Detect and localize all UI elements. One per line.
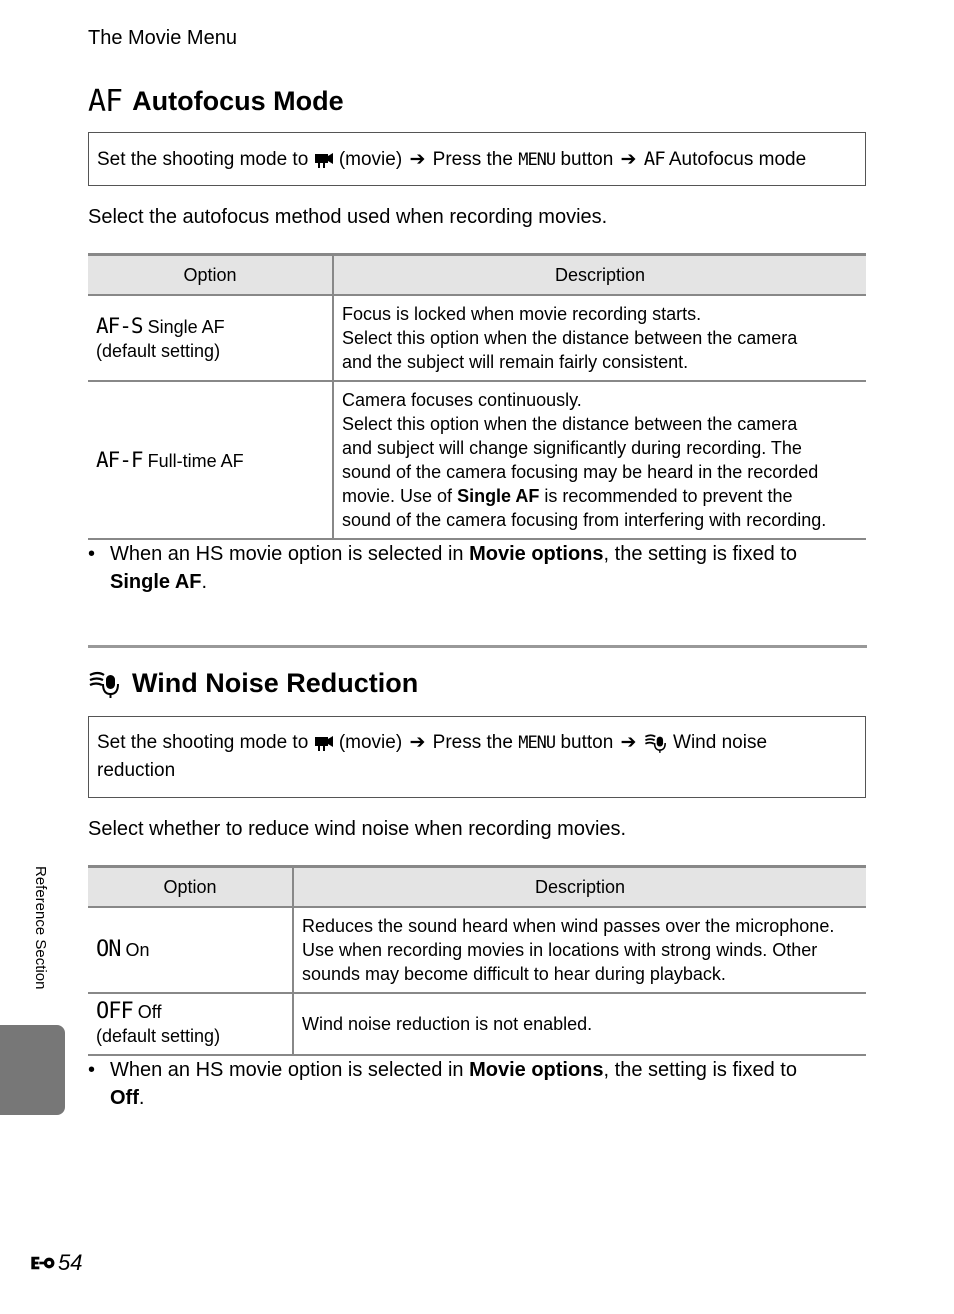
description-line: and subject will change significantly during recording. The — [342, 438, 802, 458]
autofocus-options-table — [88, 253, 866, 540]
nav-text: (movie) — [338, 149, 403, 170]
description-line: sound of the camera focusing may be heard in the recorded — [342, 462, 819, 482]
column-header-option: Option — [88, 867, 293, 908]
text: . — [201, 571, 208, 593]
column-header-description: Description — [293, 867, 866, 908]
section-divider — [88, 645, 867, 648]
option-sublabel: (default setting) — [96, 1026, 221, 1046]
description-line: Camera focuses continuously. — [342, 390, 582, 410]
description-cell — [333, 295, 866, 381]
movie-camera-icon — [314, 151, 334, 169]
text: movie. Use of — [342, 486, 453, 506]
nav-text: Press the — [432, 732, 513, 753]
arrow-right-icon: ➔ — [620, 732, 637, 753]
text: When an HS movie option is selected in — [110, 1059, 464, 1081]
setting-name: Single AF — [457, 486, 540, 506]
wind-noise-title: Wind Noise Reduction — [132, 668, 419, 698]
wind-noise-icon — [644, 732, 668, 754]
af-icon: AF — [643, 148, 665, 170]
option-label: Single AF — [147, 316, 225, 337]
text: . — [138, 1087, 145, 1109]
description-line: Reduces the sound heard when wind passes over the microphone. — [302, 916, 835, 936]
reference-e-icon — [28, 1255, 56, 1271]
setting-name: Single AF — [110, 571, 202, 593]
text: , the setting is fixed to — [603, 1059, 797, 1081]
nav-text: (movie) — [338, 732, 403, 753]
wind-noise-heading — [88, 668, 418, 699]
option-label: Full-time AF — [147, 450, 244, 471]
menu-button-icon: MENU — [518, 733, 556, 753]
nav-text: Set the shooting mode to — [97, 732, 309, 753]
arrow-right-icon: ➔ — [409, 149, 426, 170]
autofocus-note — [88, 540, 868, 596]
description-cell — [333, 381, 866, 539]
nav-text: button — [560, 149, 614, 170]
af-icon: AF — [88, 84, 123, 119]
nav-text: Set the shooting mode to — [97, 149, 309, 170]
page-number — [28, 1250, 82, 1276]
bullet-icon: • — [88, 1059, 96, 1081]
wind-noise-options-table — [88, 865, 866, 1056]
arrow-right-icon: ➔ — [620, 149, 637, 170]
nav-text: Wind noise — [673, 732, 768, 753]
arrow-right-icon: ➔ — [409, 732, 426, 753]
section-header: The Movie Menu — [88, 27, 237, 49]
setting-name: Off — [110, 1087, 139, 1109]
reference-section-tab[interactable] — [0, 1025, 65, 1115]
page-number-value: 54 — [58, 1250, 83, 1275]
column-header-option: Option — [88, 255, 333, 296]
nav-text: Autofocus mode — [668, 149, 807, 170]
table-row — [88, 295, 866, 381]
description-line: sounds may become difficult to hear during playback. — [302, 964, 726, 984]
setting-name: Movie options — [469, 543, 604, 565]
on-icon: ON — [96, 937, 121, 962]
option-cell — [88, 907, 293, 993]
af-s-icon: AF-S — [96, 313, 143, 338]
off-icon: OFF — [96, 999, 133, 1024]
bullet-icon: • — [88, 543, 96, 565]
description-line: Select this option when the distance between the camera — [342, 328, 798, 348]
description-line: sound of the camera focusing from interfering with recording. — [342, 510, 827, 530]
description-line — [342, 484, 858, 508]
wind-noise-icon — [88, 669, 122, 699]
movie-camera-icon — [314, 734, 334, 752]
nav-text: reduction — [97, 760, 176, 781]
text: , the setting is fixed to — [603, 543, 797, 565]
description-line: Focus is locked when movie recording starts. — [342, 304, 702, 324]
description-line: and the subject will remain fairly consistent. — [342, 352, 689, 372]
column-header-description: Description — [333, 255, 866, 296]
wind-noise-intro: Select whether to reduce wind noise when recording movies. — [88, 818, 627, 840]
table-row — [88, 907, 866, 993]
option-label: On — [125, 940, 150, 960]
description-line: Select this option when the distance between the camera — [342, 414, 798, 434]
option-label: Off — [137, 1002, 162, 1022]
table-row — [88, 993, 866, 1055]
wind-noise-menu-path — [88, 716, 866, 798]
text: When an HS movie option is selected in — [110, 543, 464, 565]
menu-button-icon: MENU — [518, 150, 556, 170]
option-cell — [88, 295, 333, 381]
autofocus-mode-title: Autofocus Mode — [132, 86, 344, 116]
autofocus-intro: Select the autofocus method used when recording movies. — [88, 206, 608, 228]
nav-text: button — [560, 732, 614, 753]
option-cell — [88, 993, 293, 1055]
description-cell: Wind noise reduction is not enabled. — [293, 993, 866, 1055]
option-cell — [88, 381, 333, 539]
autofocus-mode-heading — [88, 84, 344, 119]
setting-name: Movie options — [469, 1059, 604, 1081]
text: is recommended to prevent the — [544, 486, 793, 506]
wind-noise-note — [88, 1056, 868, 1112]
table-row — [88, 381, 866, 539]
reference-section-label: Reference Section — [32, 866, 49, 990]
description-line: Use when recording movies in locations with strong winds. Other — [302, 940, 818, 960]
af-f-icon: AF-F — [96, 447, 143, 472]
autofocus-menu-path — [88, 132, 866, 186]
option-sublabel: (default setting) — [96, 340, 221, 361]
description-cell — [293, 907, 866, 993]
nav-text: Press the — [432, 149, 513, 170]
